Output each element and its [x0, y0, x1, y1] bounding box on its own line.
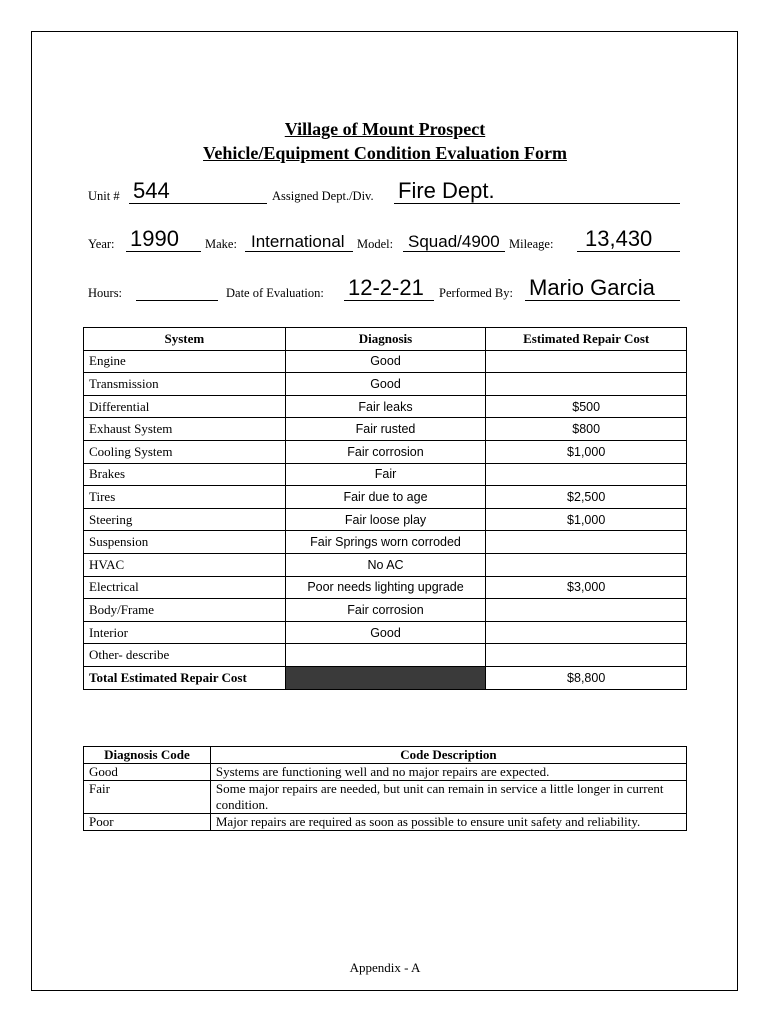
system-cell: Tires: [84, 486, 286, 509]
cost-cell: [486, 350, 687, 373]
code-cell: Good: [84, 764, 211, 781]
mileage-field[interactable]: 13,430: [577, 225, 680, 252]
system-cell: Other- describe: [84, 644, 286, 667]
table-row: [84, 418, 687, 441]
table-row: [84, 621, 687, 644]
diagnosis-cell: Good: [285, 350, 486, 373]
diagnosis-cell: Fair Springs worn corroded: [285, 531, 486, 554]
cost-cell: $2,500: [486, 486, 687, 509]
make-field[interactable]: International: [245, 225, 353, 252]
date-label: Date of Evaluation:: [226, 286, 324, 300]
system-cell: Transmission: [84, 373, 286, 396]
total-row: [84, 666, 687, 689]
mileage-label: Mileage:: [509, 237, 554, 251]
diagnosis-cell: Poor needs lighting upgrade: [285, 576, 486, 599]
total-shaded-cell: [285, 666, 486, 689]
table-row: [84, 599, 687, 622]
code-row: [84, 814, 687, 831]
diagnosis-code-table: [83, 746, 687, 831]
hours-label: Hours:: [88, 286, 123, 300]
diagnosis-cell: Fair: [285, 463, 486, 486]
cost-cell: [486, 373, 687, 396]
table-row: [84, 395, 687, 418]
header-cost: Estimated Repair Cost: [486, 328, 687, 351]
description-cell: Some major repairs are needed, but unit can remain in service a little longer in current condition.: [210, 781, 686, 814]
title-form: Vehicle/Equipment Condition Evaluation Form: [203, 143, 567, 163]
year-label: Year:: [88, 237, 115, 251]
performed-field[interactable]: Mario Garcia: [525, 274, 680, 301]
system-cell: Exhaust System: [84, 418, 286, 441]
cost-cell: [486, 531, 687, 554]
hours-field[interactable]: [136, 274, 218, 301]
year-field[interactable]: 1990: [126, 225, 201, 252]
code-row: [84, 781, 687, 814]
table-header-row: [84, 328, 687, 351]
diagnosis-cell: Fair loose play: [285, 508, 486, 531]
system-cell: Engine: [84, 350, 286, 373]
model-label: Model:: [357, 237, 394, 251]
table-row: [84, 463, 687, 486]
system-cell: Differential: [84, 395, 286, 418]
performed-label: Performed By:: [439, 286, 513, 300]
diagnosis-cell: Fair due to age: [285, 486, 486, 509]
code-header-row: [84, 747, 687, 764]
table-row: [84, 350, 687, 373]
evaluation-table: [83, 327, 687, 690]
description-cell: Systems are functioning well and no major repairs are expected.: [210, 764, 686, 781]
table-row: [84, 576, 687, 599]
cost-cell: [486, 463, 687, 486]
diagnosis-cell: Fair corrosion: [285, 440, 486, 463]
cost-cell: [486, 621, 687, 644]
system-cell: Body/Frame: [84, 599, 286, 622]
unit-field[interactable]: 544: [129, 177, 267, 204]
table-row: [84, 440, 687, 463]
code-cell: Fair: [84, 781, 211, 814]
system-cell: Suspension: [84, 531, 286, 554]
total-cost: $8,800: [486, 666, 687, 689]
diagnosis-cell: Fair corrosion: [285, 599, 486, 622]
unit-label: Unit #: [88, 189, 120, 203]
row-unit-dept: [88, 178, 680, 206]
diagnosis-cell: Good: [285, 373, 486, 396]
code-row: [84, 764, 687, 781]
header-system: System: [84, 328, 286, 351]
model-field[interactable]: Squad/4900: [403, 225, 505, 252]
table-row: [84, 508, 687, 531]
header-description: Code Description: [210, 747, 686, 764]
code-cell: Poor: [84, 814, 211, 831]
table-row: [84, 553, 687, 576]
dept-field[interactable]: Fire Dept.: [394, 177, 680, 204]
diagnosis-cell: Good: [285, 621, 486, 644]
cost-cell: $500: [486, 395, 687, 418]
header-code: Diagnosis Code: [84, 747, 211, 764]
cost-cell: [486, 553, 687, 576]
system-cell: Steering: [84, 508, 286, 531]
cost-cell: [486, 644, 687, 667]
cost-cell: $1,000: [486, 508, 687, 531]
dept-label: Assigned Dept./Div.: [272, 189, 374, 203]
row-vehicle: [88, 226, 680, 254]
diagnosis-cell: No AC: [285, 553, 486, 576]
footer-appendix: Appendix - A: [349, 960, 421, 975]
title-organization: Village of Mount Prospect: [284, 119, 486, 139]
table-row: [84, 531, 687, 554]
date-field[interactable]: 12-2-21: [344, 274, 434, 301]
system-cell: Cooling System: [84, 440, 286, 463]
diagnosis-cell: [285, 644, 486, 667]
diagnosis-cell: Fair leaks: [285, 395, 486, 418]
header-diagnosis: Diagnosis: [285, 328, 486, 351]
system-cell: Electrical: [84, 576, 286, 599]
table-row: [84, 486, 687, 509]
system-cell: HVAC: [84, 553, 286, 576]
description-cell: Major repairs are required as soon as possible to ensure unit safety and reliability.: [210, 814, 686, 831]
system-cell: Brakes: [84, 463, 286, 486]
make-label: Make:: [205, 237, 237, 251]
cost-cell: $800: [486, 418, 687, 441]
cost-cell: $1,000: [486, 440, 687, 463]
row-evaluation: [88, 275, 680, 303]
system-cell: Interior: [84, 621, 286, 644]
total-label: Total Estimated Repair Cost: [84, 666, 286, 689]
table-row: [84, 644, 687, 667]
cost-cell: [486, 599, 687, 622]
cost-cell: $3,000: [486, 576, 687, 599]
diagnosis-cell: Fair rusted: [285, 418, 486, 441]
table-row: [84, 373, 687, 396]
